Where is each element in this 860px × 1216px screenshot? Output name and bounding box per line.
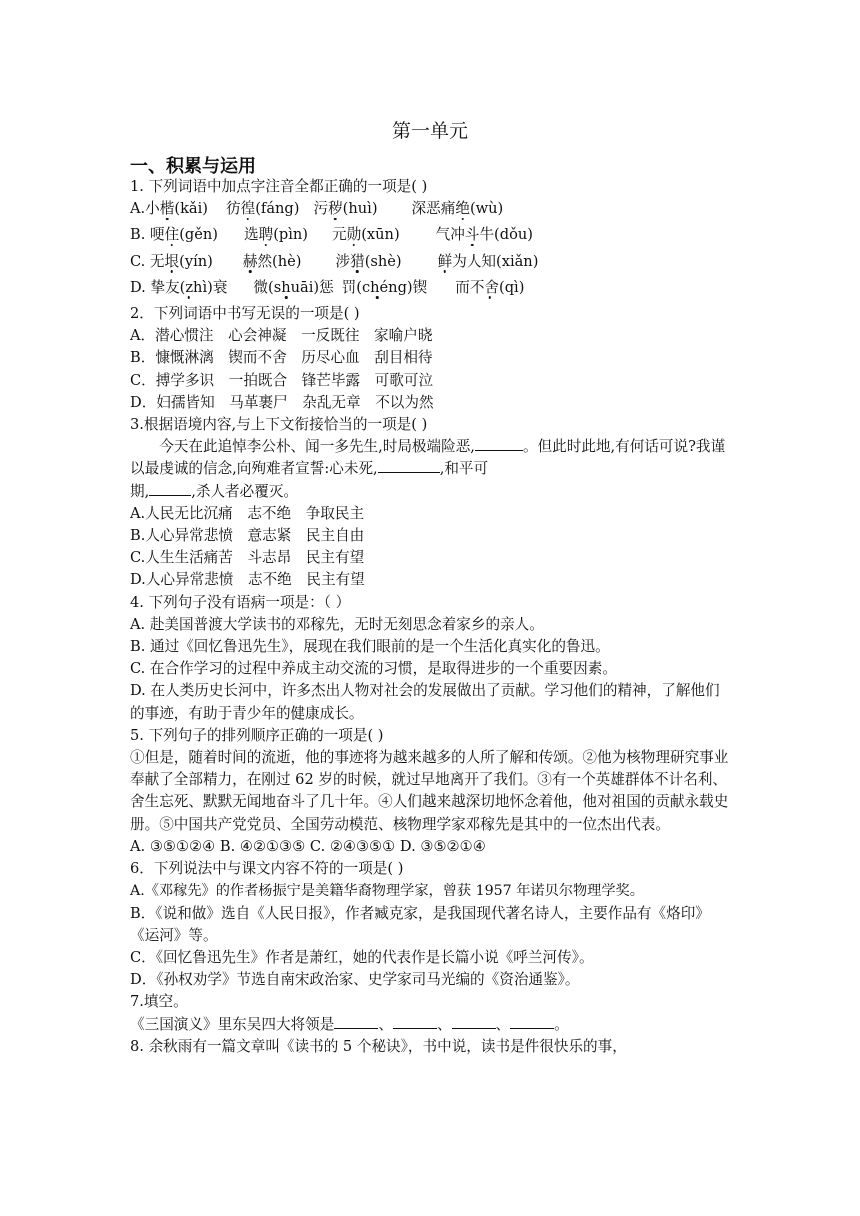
question-5-stem: 5. 下列句子的排列顺序正确的一项是( ) <box>130 726 384 744</box>
question-2-option-b: B．慷慨淋漓 锲而不舍 历尽心血 刮目相待 <box>130 349 433 367</box>
question-5-answers: A. ③⑤①②④ B. ④②①③⑤ C. ②④③⑤① D. ③⑤②①④ <box>130 837 486 855</box>
question-6-option-c: C．《回忆鲁迅先生》作者是萧红，她的代表作是长篇小说《呼兰河传》。 <box>130 948 594 966</box>
question-2-option-a: A．潜心惯注 心会神凝 一反既往 家喻户晓 <box>130 327 433 345</box>
question-3-option-a: A.人民无比沉痛 志不绝 争取民主 <box>130 504 365 522</box>
question-6-option-a: A.《邓稼先》的作者杨振宁是美籍华裔物理学家，曾获 1957 年诺贝尔物理学奖。 <box>130 883 644 900</box>
question-7-stem: 7.填空。 <box>130 993 188 1011</box>
question-6-stem: 6．下列说法中与课文内容不符的一项是( ) <box>130 860 404 878</box>
answer-blank[interactable] <box>510 1014 554 1029</box>
question-6-option-b: B．《说和做》选自《人民日报》，作者臧克家，是我国现代著名诗人，主要作品有《烙印》《运河》等。 <box>130 904 710 944</box>
answer-blank[interactable] <box>393 1014 437 1029</box>
question-4-option-b: B. 通过《回忆鲁迅先生》，展现在我们眼前的是一个生活化真实化的鲁迅。 <box>130 638 610 656</box>
question-2-option-c: C．搏学多识 一拍既合 锋芒毕露 可歌可泣 <box>130 371 434 389</box>
question-4-stem: 4. 下列句子没有语病一项是：（ ） <box>130 593 351 611</box>
question-3-option-c: C.人生生活痛苦 斗志昂 民主有望 <box>130 549 365 567</box>
question-5-text: ①但是，随着时间的流逝，他的事迹将为越来越多的人所了解和传颂。②他为核物理研究事业奉献了全部精力，在刚过 62 岁的时候，就过早地离开了我们。③有一个英雄群体不计名利、舍生忘死、默默无闻地奋斗了几十年。④人们越来越深切地怀念着他，他对祖国的贡献永载史册。⑤中国共产党党员、全国劳动模范、核物理学家邓稼先是其中的一位杰出代表。 <box>130 749 729 833</box>
question-list <box>130 176 730 1058</box>
page-title: 第一单元 <box>391 120 468 142</box>
question-8-stem: 8. 余秋雨有一篇文章叫《读书的 5 个秘诀》，书中说，读书是件很快乐的事， <box>130 1037 627 1055</box>
question-1-stem: 1. 下列词语中加点字注音全都正确的一项是( ) <box>130 178 428 195</box>
question-1-option-d: D. 挚友(zhì)衰 微(shuāi)惩 罚(chéng)锲 而不舍(qì) <box>130 278 525 296</box>
answer-blank[interactable] <box>452 1014 496 1029</box>
question-3-stem: 3.根据语境内容,与上下文衔接恰当的一项是( ) <box>130 416 428 434</box>
answer-blank[interactable] <box>378 458 440 473</box>
question-4-option-d: D. 在人类历史长河中，许多杰出人物对社会的发展做出了贡献。学习他们的精神，了解他们的事迹，有助于青少年的健康成长。 <box>130 682 720 722</box>
question-1-option-c: C. 无垠(yín) 赫然(hè) 涉猎(shè) 鲜为人知(xiǎn) <box>130 252 539 270</box>
question-4-option-c: C. 在合作学习的过程中养成主动交流的习惯，是取得进步的一个重要因素。 <box>130 660 617 678</box>
question-2-stem: 2．下列词语中书写无误的一项是( ) <box>130 305 360 323</box>
question-2-option-d: D．妇孺皆知 马革裹尸 杂乱无章 不以为然 <box>130 393 434 411</box>
question-3-passage-end: 期, ,杀人者必覆灭。 <box>130 482 299 500</box>
section-heading: 一、积累与运用 <box>130 156 256 177</box>
question-7-text: 《三国演义》里东吴四大将领是 、 、 、 。 <box>130 1015 569 1033</box>
answer-blank[interactable] <box>149 481 191 496</box>
question-3-passage: 今天在此追悼李公朴、闻一多先生,时局极端险恶, 。但此时此地,有何话可说?我谨以最虔诚的信念,向殉难者宣誓:心未死, ,和平可 <box>130 438 726 478</box>
question-6-option-d: D．《孙权劝学》节选自南宋政治家、史学家司马光编的《资治通鉴》。 <box>130 971 580 989</box>
question-1-option-b: B. 哽住(gěn) 选聘(pìn) 元勋(xūn) 气冲斗牛(dǒu) <box>130 226 533 244</box>
question-1-option-a: A.小楷(kǎi) 彷徨(fáng) 污秽(huì) 深恶痛绝(wù) <box>130 200 504 218</box>
answer-blank[interactable] <box>475 436 523 451</box>
question-4-option-a: A. 赴美国普渡大学读书的邓稼先，无时无刻思念着家乡的亲人。 <box>130 615 544 633</box>
answer-blank[interactable] <box>334 1014 378 1029</box>
question-3-option-d: D.人心异常悲愤 志不绝 民主有望 <box>130 571 365 589</box>
question-3-option-b: B.人心异常悲愤 意志紧 民主自由 <box>130 527 365 545</box>
